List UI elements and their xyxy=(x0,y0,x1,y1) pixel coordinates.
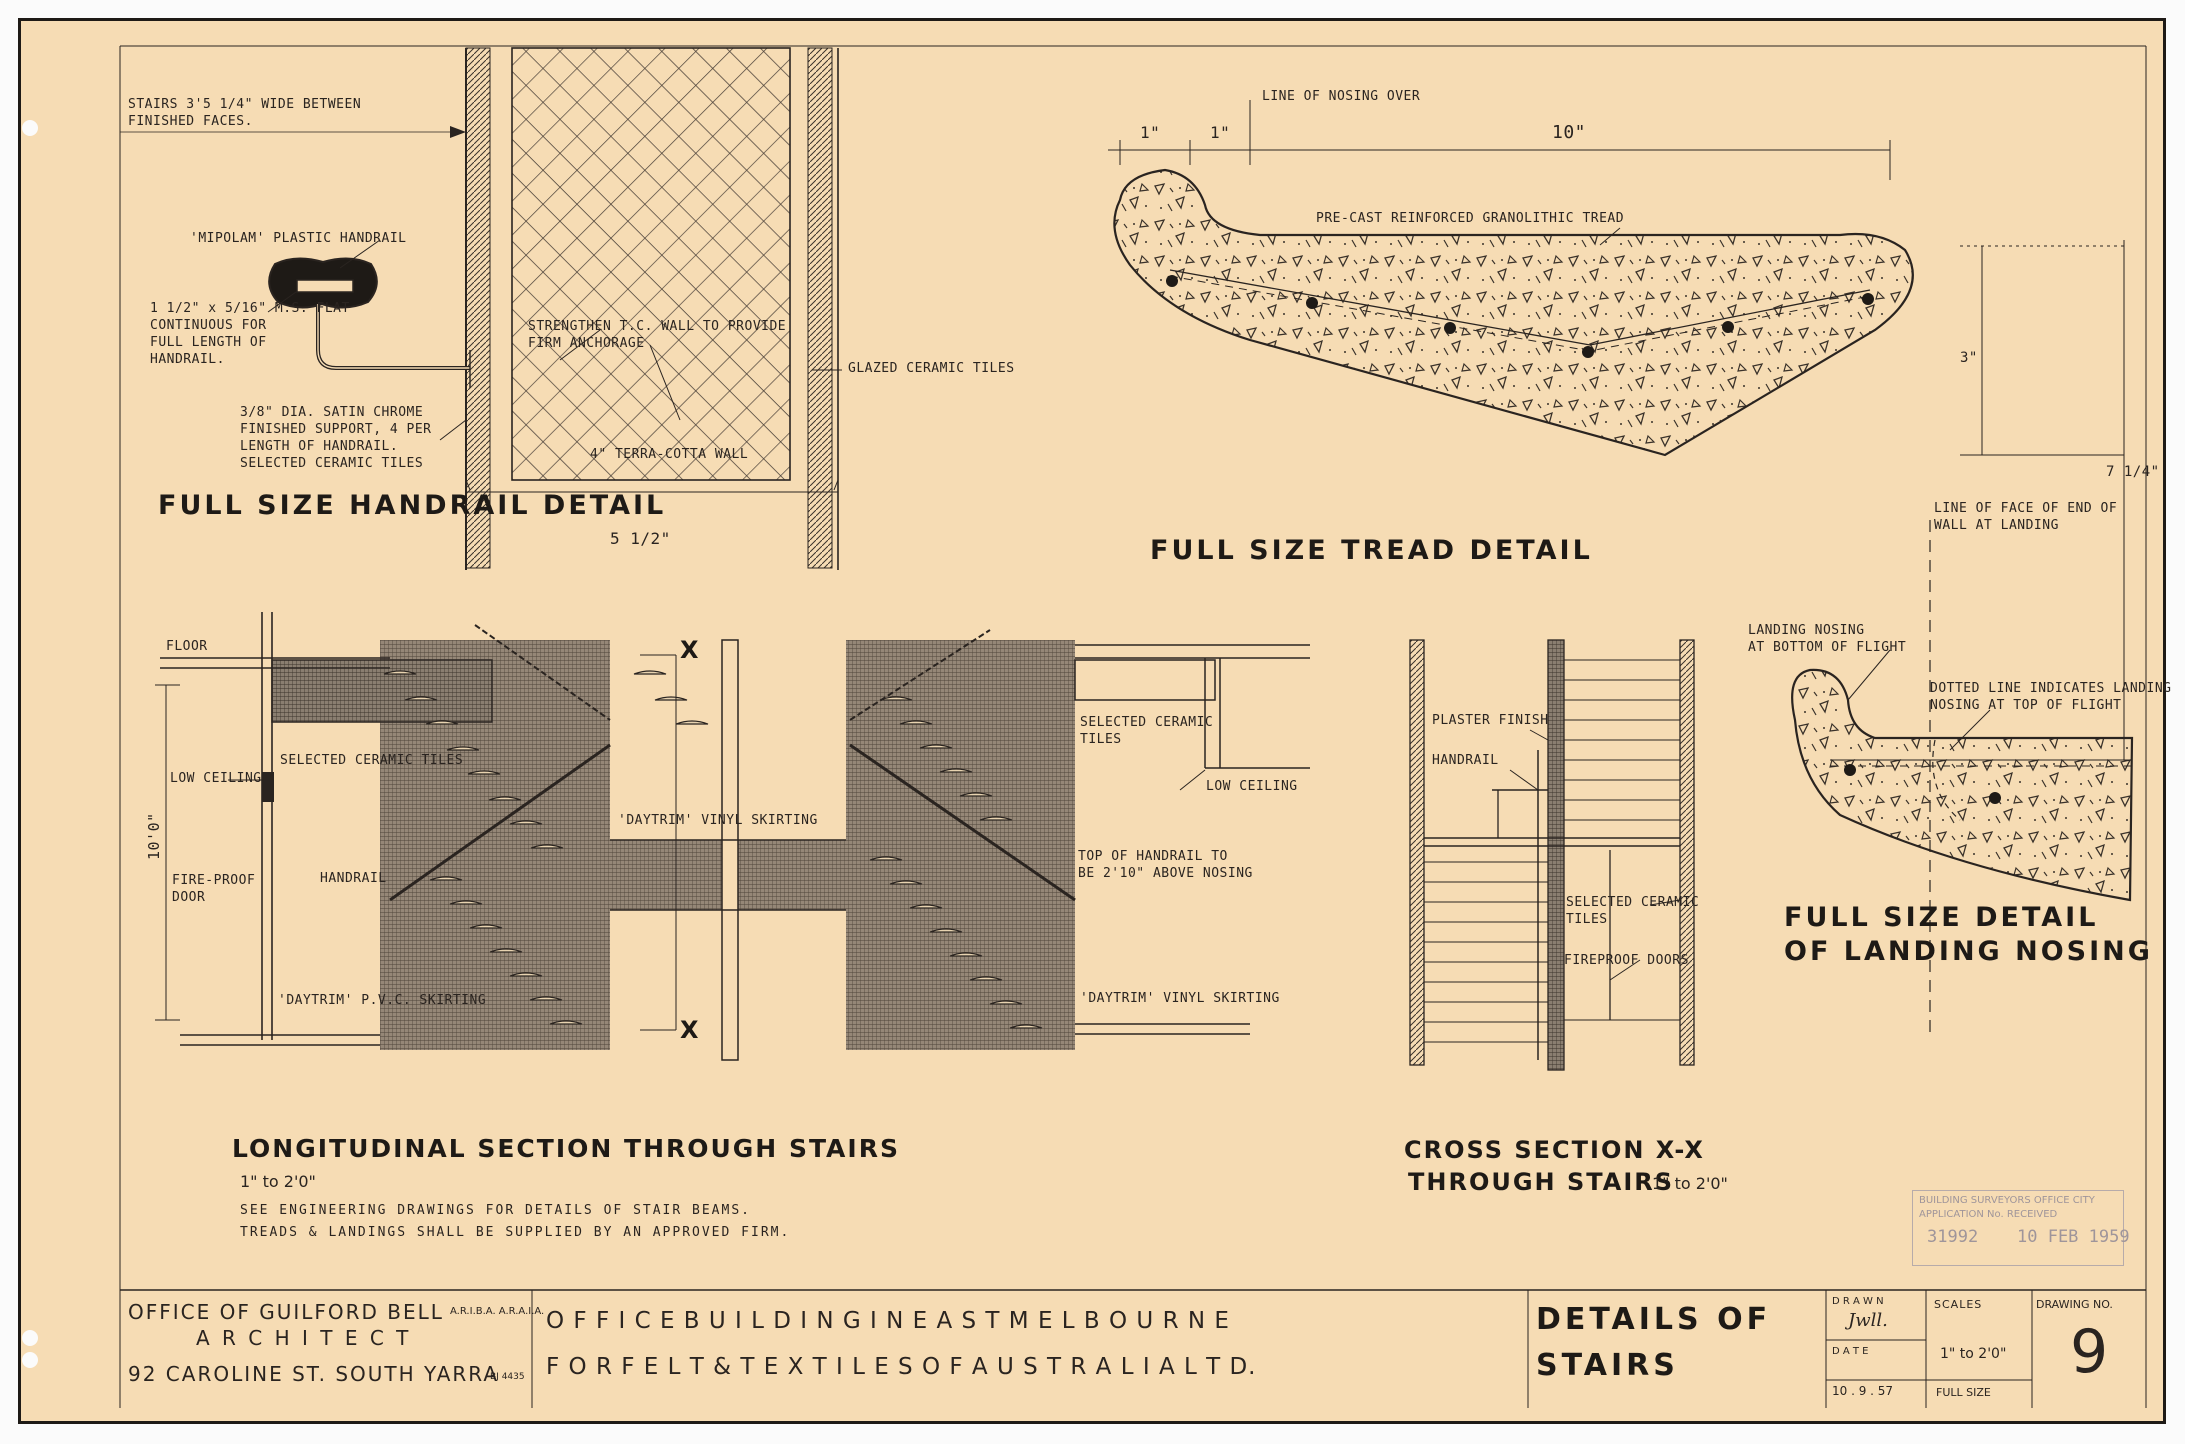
note-landing-nosing: LANDING NOSING AT BOTTOM OF FLIGHT xyxy=(1748,623,1907,655)
project-line-1: O F F I C E B U I L D I N G I N E A S T M E L B O U R N E xyxy=(546,1308,1230,1334)
note-ms-flat: 1 1/2" x 5/16" M.S. FLAT CONTINUOUS FOR FULL LENGTH OF HANDRAIL. xyxy=(150,301,350,367)
stamp-number: 31992 xyxy=(1927,1227,1979,1247)
title-landing-detail-1: FULL SIZE DETAIL xyxy=(1784,902,2099,933)
drawn-label: D R A W N xyxy=(1832,1296,1884,1307)
label-fireproof-doors: FIREPROOF DOORS xyxy=(1564,953,1689,968)
drawing-no-label: DRAWING NO. xyxy=(2036,1298,2113,1311)
section-mark-x-top: X xyxy=(680,636,702,664)
drawing-number: 9 xyxy=(2070,1317,2109,1387)
label-daytrim-pvc: 'DAYTRIM' P.V.C. SKIRTING xyxy=(278,993,487,1008)
note-terra-cotta-wall: 4" TERRA-COTTA WALL xyxy=(590,447,749,462)
drawn-value: Jwll. xyxy=(1848,1310,1888,1331)
dim-floor-height: 10'0" xyxy=(145,812,163,860)
stamp-date: 10 FEB 1959 xyxy=(2017,1227,2130,1247)
note-precast-tread: PRE-CAST REINFORCED GRANOLITHIC TREAD xyxy=(1316,211,1625,226)
office-phone: BJ 4435 xyxy=(490,1372,525,1382)
label-fireproof-door: FIRE-PROOF DOOR xyxy=(172,873,256,905)
scales-label: SCALES xyxy=(1934,1298,1983,1311)
dim-handrail-width: 5 1/2" xyxy=(610,529,671,548)
label-top-of-handrail: TOP OF HANDRAIL TO BE 2'10" ABOVE NOSING xyxy=(1078,849,1253,881)
stamp-line-1: BUILDING SURVEYORS OFFICE CITY xyxy=(1919,1195,2095,1206)
note-glazed-tiles: GLAZED CERAMIC TILES xyxy=(848,361,1015,376)
section-mark-x-bottom: X xyxy=(680,1016,702,1044)
label-low-ceiling: LOW CEILING xyxy=(170,771,262,786)
stamp-line-2: APPLICATION No. RECEIVED xyxy=(1919,1209,2058,1220)
sheet-title-1: DETAILS OF xyxy=(1536,1302,1772,1337)
note-line-of-nosing: LINE OF NOSING OVER xyxy=(1262,89,1421,104)
dim-3in: 3" xyxy=(1960,350,1978,366)
label-selected-tiles-cross: SELECTED CERAMIC TILES xyxy=(1566,895,1700,927)
title-landing-detail-2: OF LANDING NOSING xyxy=(1784,936,2153,967)
note-line-of-face: LINE OF FACE OF END OF WALL AT LANDING xyxy=(1934,501,2118,533)
label-daytrim-vinyl-right: 'DAYTRIM' VINYL SKIRTING xyxy=(1080,991,1280,1006)
date-value: 10 . 9 . 57 xyxy=(1832,1384,1894,1398)
note-dotted-line: DOTTED LINE INDICATES LANDING NOSING AT TOP OF FLIGHT xyxy=(1930,681,2172,713)
approval-stamp xyxy=(1912,1190,2130,1266)
dim-1in-b: 1" xyxy=(1210,123,1231,142)
title-handrail-detail: FULL SIZE HANDRAIL DETAIL xyxy=(158,490,667,521)
dim-1in-a: 1" xyxy=(1140,123,1161,142)
label-selected-tiles: SELECTED CERAMIC TILES xyxy=(280,753,464,768)
label-selected-tiles-right: SELECTED CERAMIC TILES xyxy=(1080,715,1214,747)
date-label: D A T E xyxy=(1832,1346,1869,1357)
note-engineering-drawings: SEE ENGINEERING DRAWINGS FOR DETAILS OF STAIR BEAMS. TREADS & LANDINGS SHALL BE SUPPLIED BY AN APPROVED FIRM. xyxy=(240,1203,791,1240)
office-name: OFFICE OF GUILFORD BELL xyxy=(128,1300,444,1324)
note-stairs-width: STAIRS 3'5 1/4" WIDE BETWEEN FINISHED FACES. xyxy=(128,97,362,129)
label-floor: FLOOR xyxy=(166,639,208,654)
scale-cross-section: 1" to 2'0" xyxy=(1652,1174,1728,1193)
title-tread-detail: FULL SIZE TREAD DETAIL xyxy=(1150,535,1593,566)
title-cross-section-2: THROUGH STAIRS xyxy=(1408,1168,1675,1196)
label-plaster-finish: PLASTER FINISH xyxy=(1432,713,1549,728)
dim-10in: 10" xyxy=(1552,122,1587,143)
scales-value-2: FULL SIZE xyxy=(1936,1386,1991,1399)
office-architect: A R C H I T E C T xyxy=(196,1326,412,1350)
scales-value-1: 1" to 2'0" xyxy=(1940,1346,2007,1362)
office-address: 92 CAROLINE ST. SOUTH YARRA xyxy=(128,1362,500,1386)
project-line-2: F O R F E L T & T E X T I L E S O F A U S T R A L I A L T D. xyxy=(546,1354,1257,1380)
label-daytrim-vinyl: 'DAYTRIM' VINYL SKIRTING xyxy=(618,813,818,828)
label-low-ceiling-right: LOW CEILING xyxy=(1206,779,1298,794)
sheet-title-2: STAIRS xyxy=(1536,1348,1679,1383)
note-satin-chrome-support: 3/8" DIA. SATIN CHROME FINISHED SUPPORT, 4 PER LENGTH OF HANDRAIL. SELECTED CERAMIC TILES xyxy=(240,405,432,471)
title-cross-section-1: CROSS SECTION X-X xyxy=(1404,1136,1705,1164)
scale-longitudinal: 1" to 2'0" xyxy=(240,1172,316,1191)
note-mipolam-handrail: 'MIPOLAM' PLASTIC HANDRAIL xyxy=(190,231,407,246)
note-strengthen-wall: STRENGTHEN T.C. WALL TO PROVIDE FIRM ANCHORAGE xyxy=(528,319,787,351)
title-longitudinal-section: LONGITUDINAL SECTION THROUGH STAIRS xyxy=(232,1134,900,1163)
office-qualifications: A.R.I.B.A. A.R.A.I.A. xyxy=(450,1306,545,1317)
label-handrail: HANDRAIL xyxy=(320,871,387,886)
dim-7in: 7 1/4" xyxy=(2106,464,2160,480)
label-handrail-cross: HANDRAIL xyxy=(1432,753,1499,768)
